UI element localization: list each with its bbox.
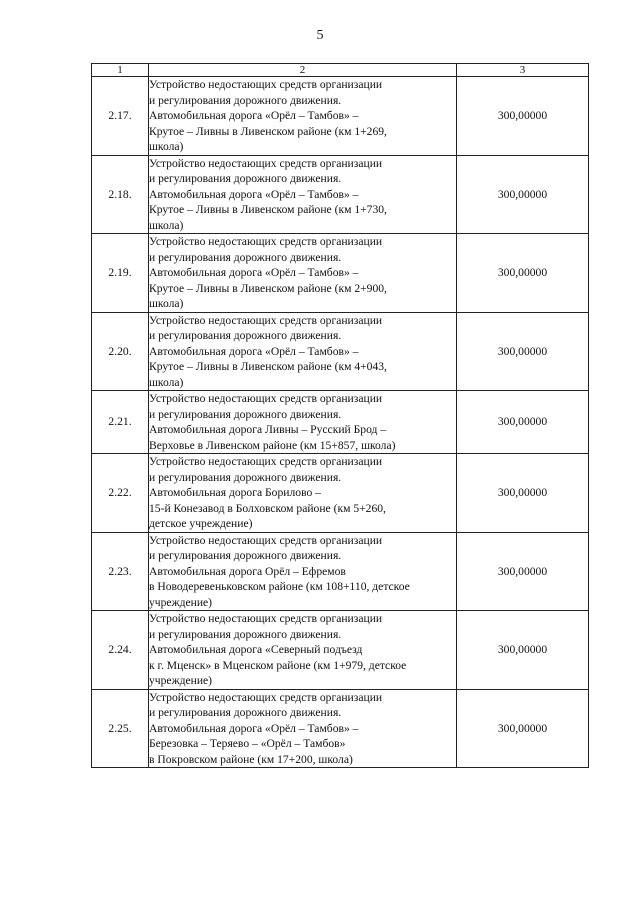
row-description: Устройство недостающих средств организации и регулирования дорожного движения. Автомобильная дорога Борилово – 15-й Конезавод в Болховском районе (км 5+260, детское учреждение)	[149, 454, 457, 533]
row-number: 2.25.	[92, 689, 149, 768]
row-number: 2.19.	[92, 234, 149, 313]
row-number: 2.23.	[92, 532, 149, 611]
row-number: 2.17.	[92, 77, 149, 156]
data-table	[91, 63, 589, 768]
row-number: 2.22.	[92, 454, 149, 533]
column-header: 1	[92, 64, 149, 77]
table-row	[92, 532, 589, 611]
table-row	[92, 234, 589, 313]
table-row	[92, 689, 589, 768]
page-number: 5	[316, 28, 324, 43]
row-number: 2.24.	[92, 611, 149, 690]
row-value: 300,00000	[457, 611, 589, 690]
row-description: Устройство недостающих средств организации и регулирования дорожного движения. Автомобильная дорога Ливны – Русский Брод – Верховье в Ливенском районе (км 15+857, школа)	[149, 391, 457, 454]
row-description: Устройство недостающих средств организации и регулирования дорожного движения. Автомобильная дорога «Орёл – Тамбов» – Крутое – Ливны в Ливенском районе (км 1+730, школа)	[149, 155, 457, 234]
row-description: Устройство недостающих средств организации и регулирования дорожного движения. Автомобильная дорога «Орёл – Тамбов» – Березовка – Теряево – «Орёл – Тамбов» в Покровском районе (км 17+200, школа)	[149, 689, 457, 768]
table-row	[92, 312, 589, 391]
table-header-row	[92, 64, 589, 77]
row-value: 300,00000	[457, 77, 589, 156]
row-value: 300,00000	[457, 234, 589, 313]
row-description: Устройство недостающих средств организации и регулирования дорожного движения. Автомобильная дорога «Орёл – Тамбов» – Крутое – Ливны в Ливенском районе (км 4+043, школа)	[149, 312, 457, 391]
row-value: 300,00000	[457, 454, 589, 533]
row-value: 300,00000	[457, 532, 589, 611]
row-number: 2.20.	[92, 312, 149, 391]
row-value: 300,00000	[457, 312, 589, 391]
row-description: Устройство недостающих средств организации и регулирования дорожного движения. Автомобильная дорога «Орёл – Тамбов» – Крутое – Ливны в Ливенском районе (км 2+900, школа)	[149, 234, 457, 313]
row-value: 300,00000	[457, 155, 589, 234]
row-number: 2.21.	[92, 391, 149, 454]
table-row	[92, 155, 589, 234]
row-number: 2.18.	[92, 155, 149, 234]
row-description: Устройство недостающих средств организации и регулирования дорожного движения. Автомобильная дорога Орёл – Ефремов в Новодеревеньковском районе (км 108+110, детское учреждение)	[149, 532, 457, 611]
table-row	[92, 77, 589, 156]
row-value: 300,00000	[457, 689, 589, 768]
table-row	[92, 611, 589, 690]
column-header: 3	[457, 64, 589, 77]
table-row	[92, 454, 589, 533]
row-value: 300,00000	[457, 391, 589, 454]
table-row	[92, 391, 589, 454]
row-description: Устройство недостающих средств организации и регулирования дорожного движения. Автомобильная дорога «Орёл – Тамбов» – Крутое – Ливны в Ливенском районе (км 1+269, школа)	[149, 77, 457, 156]
column-header: 2	[149, 64, 457, 77]
row-description: Устройство недостающих средств организации и регулирования дорожного движения. Автомобильная дорога «Северный подъезд к г. Мценск» в Мценском районе (км 1+979, детское учреждение)	[149, 611, 457, 690]
